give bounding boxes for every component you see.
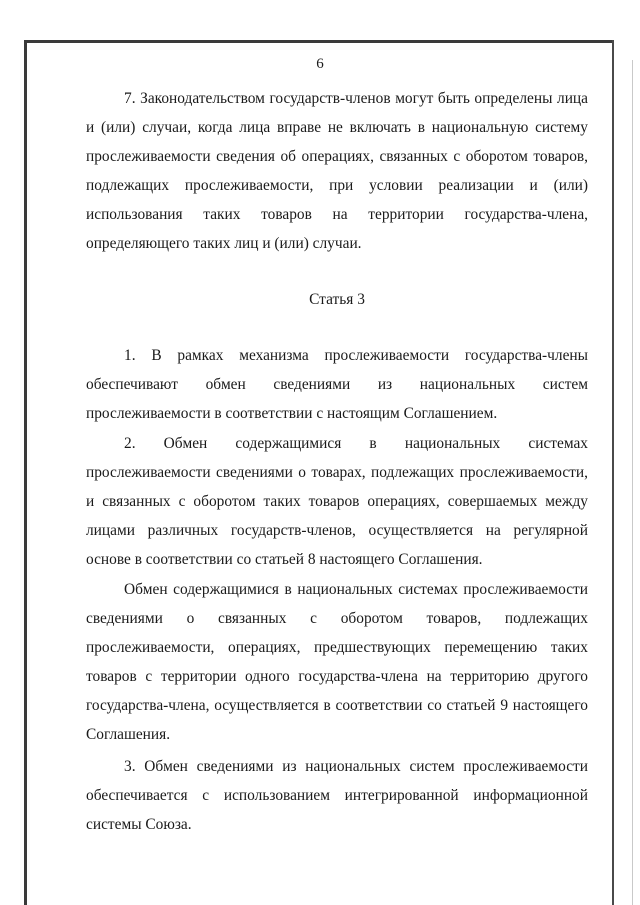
article-3-paragraph-1: 1. В рамках механизма прослеживаемости государства-члены обеспечивают обмен сведениями из национальных систем прослеживаемости в соответствии с настоящим Соглашением. bbox=[86, 347, 588, 422]
scan-edge-right bbox=[632, 60, 633, 905]
article-3-paragraph-2-continued: Обмен содержащимися в национальных системах прослеживаемости сведениями о связанных с оборотом товаров, подлежащих прослеживаемости, операциях, предшествующих перемещению таких товаров с территории одного государства-члена на территорию другого государства-члена, осуществляется в соответствии со статьей 9 настоящего Соглашения. bbox=[86, 581, 588, 743]
paragraph-7: 7. Законодательством государств-членов могут быть определены лица и (или) случаи, когда лица вправе не включать в национальную систему прослеживаемости сведения об операциях, связанных с оборотом товаров, подлежащих прослеживаемости, при условии реализации и (или) использования таких товаров на территории государства-члена, определяющего таких лиц и (или) случаи. bbox=[86, 90, 588, 252]
article-3-paragraph-3: 3. Обмен сведениями из национальных систем прослеживаемости обеспечивается с использованием интегрированной информационной системы Союза. bbox=[86, 758, 588, 833]
article-heading: Статья 3 bbox=[309, 291, 365, 308]
article-3-paragraph-2: 2. Обмен содержащимися в национальных системах прослеживаемости сведениями о товарах, подлежащих прослеживаемости, и связанных с оборотом таких товаров операциях, совершаемых между лицами различных государств-членов, осуществляется на регулярной основе в соответствии со статьей 8 настоящего Соглашения. bbox=[86, 435, 588, 568]
page-number: 6 bbox=[316, 56, 324, 72]
document-body bbox=[86, 84, 588, 839]
scan-border-right bbox=[612, 40, 614, 905]
scan-border-top bbox=[24, 40, 614, 43]
scan-border-left bbox=[24, 40, 27, 905]
